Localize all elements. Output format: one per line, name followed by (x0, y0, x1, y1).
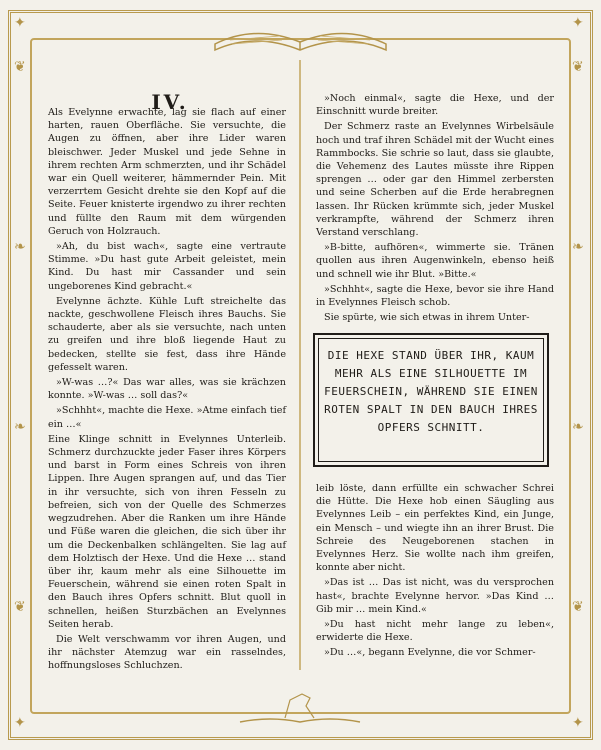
paragraph: Sie spürte, wie sich etwas in ihrem Unter- (324, 312, 530, 324)
pull-quote-box (313, 333, 549, 467)
paragraph: »Schhht«, machte die Hexe. »Atme einfach tief ein …« (48, 405, 286, 430)
corner-ornament-icon: ✦ (572, 15, 584, 31)
paragraph: »B-bitte, aufhören«, wimmerte sie. Tränen quollen aus ihren Augenwinkeln, ebenso heiß und schnell wie ihr Blut. »Bitte.« (316, 242, 554, 280)
chapter-number: IV. (151, 90, 189, 114)
paragraph: Als Evelynne erwachte, lag sie flach auf einer harten, rauen Oberfläche. Sie versuchte, die Augen zu öffnen, aber ihre Lider waren bleischwer. Jeder Muskel und jede Sehne in ihrem rechten Arm schmerzten, und ihr Schädel war ein Quell weiterer, hämmernder Pein. Mit verzerrtem Gesicht drehte sie den Kopf auf die Seite. Feuer knisterte irgendwo zu ihrer rechten und füllte den Raum mit dem würgenden Geruch von Holzrauch. (48, 107, 286, 237)
column-divider (297, 60, 303, 670)
right-column-bottom (316, 482, 554, 662)
paragraph: Eine Klinge schnitt in Evelynnes Unterleib. Schmerz durchzuckte jeder Faser ihres Körpers und barst in Form eines Schreis von ihren Lippen. Ihre Augen sprangen auf, und das Tier in ihr versuchte, sich von ihren Fesseln zu befreien, sich von der Quelle des Schmerzes wegzudrehen. Aber die Ranken um ihre Hände und Füße waren die gleichen, die sich über ihr um die Deckenbalken schlängelten. Sie lag auf dem Holztisch der Hexe. Und die Hexe … stand über ihr, kaum mehr als eine Silhouette im Feuerschein, während sie einen roten Spalt in den Bauch ihres Opfers schnitt. Blut quoll in schnellen, heißen Sturzbächen an Evelynnes Seiten herab. (48, 433, 286, 630)
right-border-leaf-icon: ❧ (572, 239, 584, 255)
paragraph: »Das ist … Das ist nicht, was du versprochen hast«, brachte Evelynne hervor. »Das Kind … Gib mir … mein Kind.« (316, 577, 554, 615)
paragraph: Evelynne ächzte. Kühle Luft streichelte das nackte, geschwollene Fleisch ihres Bauchs. Sie schauderte, aber als sie versuchte, nach unten zu greifen und ihre bloß liegende Haut zu bedecken, stellte sie fest, dass ihre Hände gefesselt waren. (48, 295, 286, 373)
left-border-vine-icon: ❦ (14, 599, 26, 615)
paragraph: Die Welt verschwamm vor ihren Augen, und ihr nächster Atemzug war ein rasselndes, hoffnungsloses Schluchzen. (48, 633, 286, 672)
paragraph: »Schhht«, sagte die Hexe, bevor sie ihre Hand in Evelynnes Fleisch schob. (316, 283, 554, 309)
paragraph: »Noch einmal«, sagte die Hexe, und der Einschnitt wurde breiter. (316, 93, 554, 118)
paragraph: »Du …«, begann Evelynne, die vor Schmer- (324, 647, 536, 659)
left-border-leaf-icon: ❧ (14, 419, 26, 435)
paragraph: Der Schmerz raste an Evelynnes Wirbelsäule hoch und traf ihren Schädel mit der Wucht eines Rammbocks. Sie schrie so laut, dass sie glaubte, die Vehemenz des Lautes müsste ihre Rippen sprengen … oder gar den Himmel zerbersten und seine Scherben auf die Erde herabregnen lassen. Ihr Rücken krümmte sich, jeder Muskel verkrampfte, während der Schmerz ihren Verstand verschlang. (316, 121, 554, 239)
skeletal-horse-ornament (230, 688, 370, 728)
left-column (48, 106, 286, 675)
left-border-leaf-icon: ❧ (14, 239, 26, 255)
corner-ornament-icon: ✦ (572, 715, 584, 731)
paragraph: »Ah, du bist wach«, sagte eine vertraute Stimme. »Du hast gute Arbeit geleistet, mein Kind. Du hast mir Cassander und sein ungeborenes Kind gebracht.« (48, 241, 286, 292)
right-border-leaf-icon: ❧ (572, 419, 584, 435)
paragraph: leib löste, dann erfüllte ein schwacher Schrei die Hütte. Die Hexe hob einen Säugling aus Evelynnes Leib – ein perfektes Kind, ein Junge, ein Mensch – und wiegte ihn an ihrer Brust. Die Schreie des Neugeborenen stachen in Evelynnes Herz. Sie wollte nach ihm greifen, konnte aber nicht. (316, 483, 554, 574)
corner-ornament-icon: ✦ (14, 15, 26, 31)
right-border-vine-icon: ❦ (572, 59, 584, 75)
corner-ornament-icon: ✦ (14, 715, 26, 731)
right-column-top (316, 92, 554, 326)
paragraph: »Du hast nicht mehr lange zu leben«, erwiderte die Hexe. (316, 619, 554, 644)
left-border-vine-icon: ❦ (14, 59, 26, 75)
pull-quote-text: DIE HEXE STAND ÜBER IHR, KAUM MEHR ALS EINE SILHOUETTE IM FEUERSCHEIN, WÄHREND SIE EINEN ROTEN SPALT IN DEN BAUCH IHRES OPFERS SCHNITT. (324, 349, 538, 434)
paragraph: »W-was …?« Das war alles, was sie krächzen konnte. »W-was … soll das?« (48, 377, 286, 402)
right-border-vine-icon: ❦ (572, 599, 584, 615)
open-book-ornament (210, 14, 391, 54)
